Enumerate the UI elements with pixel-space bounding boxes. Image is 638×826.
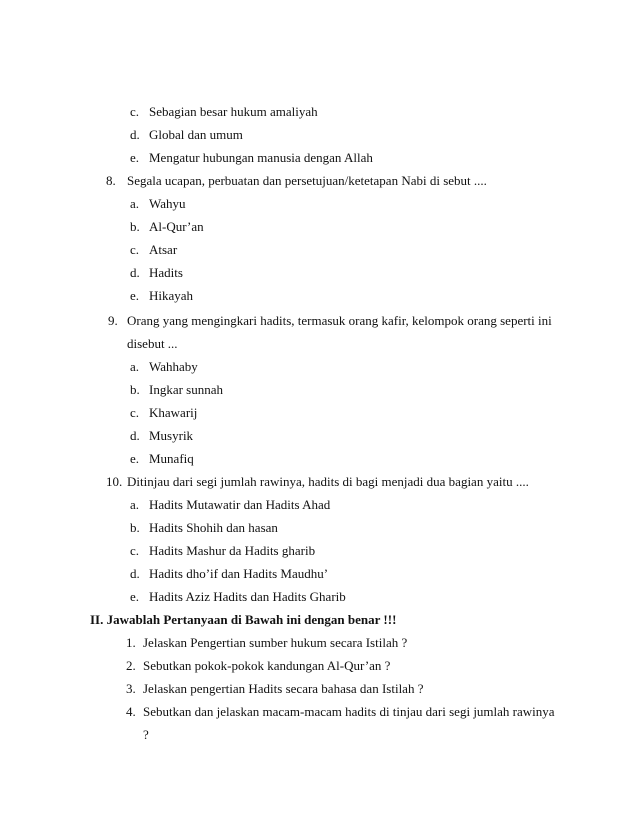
option-letter: d. [130, 265, 140, 280]
option-text: Khawarij [149, 405, 198, 420]
option-letter: b. [130, 382, 140, 397]
question-number: 1. [126, 635, 136, 650]
option-text: Hadits dho’if dan Hadits Maudhu’ [149, 566, 329, 581]
option-text: Hikayah [149, 288, 194, 303]
option-text: Hadits Mutawatir dan Hadits Ahad [149, 497, 331, 512]
question-number: 4. [126, 704, 136, 719]
option-text: Munafiq [149, 451, 194, 466]
option-letter: c. [130, 405, 140, 420]
question-number: 3. [126, 681, 136, 696]
question-text: Sebutkan dan jelaskan macam-macam hadits di tinjau dari segi jumlah rawinya [143, 704, 555, 719]
question-number: 2. [126, 658, 136, 673]
question-text: Jelaskan Pengertian sumber hukum secara Istilah ? [143, 635, 408, 650]
question-text-continued: disebut ... [127, 336, 178, 351]
question-text-continued: ? [143, 727, 149, 742]
option-letter: d. [130, 566, 140, 581]
option-letter: c. [130, 543, 140, 558]
question-number: 9. [108, 313, 118, 328]
option-text: Hadits Shohih dan hasan [149, 520, 278, 535]
option-letter: e. [130, 451, 140, 466]
question-text: Sebutkan pokok-pokok kandungan Al-Qur’an ? [143, 658, 391, 673]
option-letter: e. [130, 288, 140, 303]
question-text: Segala ucapan, perbuatan dan persetujuan/ketetapan Nabi di sebut .... [127, 173, 487, 188]
option-letter: c. [130, 104, 140, 119]
option-letter: d. [130, 127, 140, 142]
option-text: Wahyu [149, 196, 186, 211]
section-heading: II. Jawablah Pertanyaan di Bawah ini dengan benar !!! [90, 612, 397, 627]
option-letter: c. [130, 242, 140, 257]
option-letter: b. [130, 219, 140, 234]
option-text: Sebagian besar hukum amaliyah [149, 104, 318, 119]
option-text: Mengatur hubungan manusia dengan Allah [149, 150, 373, 165]
option-text: Global dan umum [149, 127, 243, 142]
option-letter: d. [130, 428, 140, 443]
option-text: Hadits Aziz Hadits dan Hadits Gharib [149, 589, 346, 604]
option-text: Hadits Mashur da Hadits gharib [149, 543, 316, 558]
question-number: 10. [106, 474, 123, 489]
option-text: Wahhaby [149, 359, 198, 374]
option-letter: a. [130, 497, 140, 512]
option-letter: a. [130, 359, 140, 374]
option-text: Hadits [149, 265, 183, 280]
option-letter: e. [130, 589, 140, 604]
question-text: Jelaskan pengertian Hadits secara bahasa dan Istilah ? [143, 681, 424, 696]
option-letter: b. [130, 520, 140, 535]
question-text: Ditinjau dari segi jumlah rawinya, hadits di bagi menjadi dua bagian yaitu .... [127, 474, 529, 489]
option-text: Ingkar sunnah [149, 382, 224, 397]
option-letter: e. [130, 150, 140, 165]
option-text: Musyrik [149, 428, 194, 443]
option-letter: a. [130, 196, 140, 211]
question-text: Orang yang mengingkari hadits, termasuk orang kafir, kelompok orang seperti ini [127, 313, 552, 328]
option-text: Atsar [149, 242, 178, 257]
question-number: 8. [106, 173, 116, 188]
option-text: Al-Qur’an [149, 219, 204, 234]
